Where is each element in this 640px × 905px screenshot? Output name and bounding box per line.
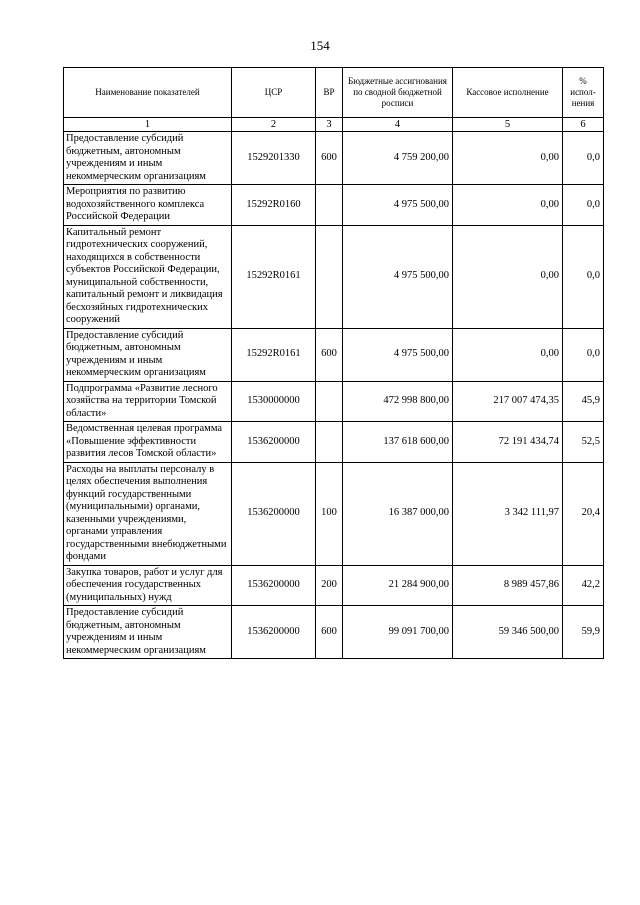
table-row bbox=[64, 381, 604, 422]
row-pct: 0,0 bbox=[563, 185, 604, 226]
row-vr: 600 bbox=[316, 606, 343, 659]
column-number: 1 bbox=[64, 118, 232, 132]
row-csr: 1529201330 bbox=[232, 132, 316, 185]
row-name: Ведомственная целевая программа «Повышение эффективности развития лесов Томской области» bbox=[64, 422, 232, 463]
row-cash: 0,00 bbox=[453, 132, 563, 185]
header-name: Наименование показателей bbox=[64, 68, 232, 118]
row-pct: 45,9 bbox=[563, 381, 604, 422]
table-row bbox=[64, 132, 604, 185]
row-pct: 0,0 bbox=[563, 132, 604, 185]
row-csr: 1536200000 bbox=[232, 606, 316, 659]
row-budget: 4 759 200,00 bbox=[343, 132, 453, 185]
row-pct: 0,0 bbox=[563, 328, 604, 381]
column-number-row bbox=[64, 118, 604, 132]
row-vr: 600 bbox=[316, 328, 343, 381]
table-row bbox=[64, 565, 604, 606]
row-pct: 52,5 bbox=[563, 422, 604, 463]
row-vr: 200 bbox=[316, 565, 343, 606]
header-cash: Кассовое исполнение bbox=[453, 68, 563, 118]
budget-table bbox=[63, 67, 604, 659]
row-budget: 4 975 500,00 bbox=[343, 185, 453, 226]
row-vr bbox=[316, 225, 343, 328]
row-vr: 600 bbox=[316, 132, 343, 185]
header-csr: ЦСР bbox=[232, 68, 316, 118]
row-csr: 15292R0161 bbox=[232, 225, 316, 328]
row-cash: 72 191 434,74 bbox=[453, 422, 563, 463]
row-csr: 15292R0161 bbox=[232, 328, 316, 381]
row-cash: 8 989 457,86 bbox=[453, 565, 563, 606]
row-vr: 100 bbox=[316, 462, 343, 565]
column-number: 4 bbox=[343, 118, 453, 132]
row-vr bbox=[316, 185, 343, 226]
row-name: Предоставление субсидий бюджетным, автономным учреждениям и иным некоммерческим организациям bbox=[64, 132, 232, 185]
row-budget: 472 998 800,00 bbox=[343, 381, 453, 422]
row-cash: 0,00 bbox=[453, 225, 563, 328]
header-pct: % испол-нения bbox=[563, 68, 604, 118]
row-budget: 16 387 000,00 bbox=[343, 462, 453, 565]
header-vr: ВР bbox=[316, 68, 343, 118]
row-pct: 59,9 bbox=[563, 606, 604, 659]
row-budget: 137 618 600,00 bbox=[343, 422, 453, 463]
row-csr: 1536200000 bbox=[232, 565, 316, 606]
row-budget: 4 975 500,00 bbox=[343, 328, 453, 381]
table-row bbox=[64, 185, 604, 226]
row-name: Предоставление субсидий бюджетным, автономным учреждениям и иным некоммерческим организациям bbox=[64, 328, 232, 381]
table-row bbox=[64, 462, 604, 565]
row-budget: 4 975 500,00 bbox=[343, 225, 453, 328]
row-name: Капитальный ремонт гидротехнических сооружений, находящихся в собственности субъектов Российской Федерации, муниципальной собственности, капитальный ремонт и ликвидация бесхозяйных гидротехнических сооружений bbox=[64, 225, 232, 328]
row-cash: 217 007 474,35 bbox=[453, 381, 563, 422]
table-row bbox=[64, 225, 604, 328]
page-number: 154 bbox=[310, 38, 330, 53]
row-budget: 99 091 700,00 bbox=[343, 606, 453, 659]
row-vr bbox=[316, 422, 343, 463]
row-cash: 0,00 bbox=[453, 185, 563, 226]
header-row bbox=[64, 68, 604, 118]
row-name: Мероприятия по развитию водохозяйственного комплекса Российской Федерации bbox=[64, 185, 232, 226]
row-vr bbox=[316, 381, 343, 422]
row-csr: 1530000000 bbox=[232, 381, 316, 422]
table-row bbox=[64, 606, 604, 659]
row-pct: 0,0 bbox=[563, 225, 604, 328]
header-budget: Бюджетные ассигнования по сводной бюджетной росписи bbox=[343, 68, 453, 118]
row-name: Закупка товаров, работ и услуг для обеспечения государственных (муниципальных) нужд bbox=[64, 565, 232, 606]
row-cash: 3 342 111,97 bbox=[453, 462, 563, 565]
row-name: Расходы на выплаты персоналу в целях обеспечения выполнения функций государственными (муниципальными) органами, казенными учреждениями, органами управления государственными внебюджетными фондами bbox=[64, 462, 232, 565]
row-budget: 21 284 900,00 bbox=[343, 565, 453, 606]
row-pct: 42,2 bbox=[563, 565, 604, 606]
row-cash: 59 346 500,00 bbox=[453, 606, 563, 659]
column-number: 2 bbox=[232, 118, 316, 132]
row-pct: 20,4 bbox=[563, 462, 604, 565]
row-csr: 1536200000 bbox=[232, 462, 316, 565]
column-number: 6 bbox=[563, 118, 604, 132]
column-number: 3 bbox=[316, 118, 343, 132]
table-row bbox=[64, 328, 604, 381]
row-cash: 0,00 bbox=[453, 328, 563, 381]
column-number: 5 bbox=[453, 118, 563, 132]
row-csr: 15292R0160 bbox=[232, 185, 316, 226]
row-name: Подпрограмма «Развитие лесного хозяйства на территории Томской области» bbox=[64, 381, 232, 422]
row-csr: 1536200000 bbox=[232, 422, 316, 463]
row-name: Предоставление субсидий бюджетным, автономным учреждениям и иным некоммерческим организациям bbox=[64, 606, 232, 659]
table-row bbox=[64, 422, 604, 463]
